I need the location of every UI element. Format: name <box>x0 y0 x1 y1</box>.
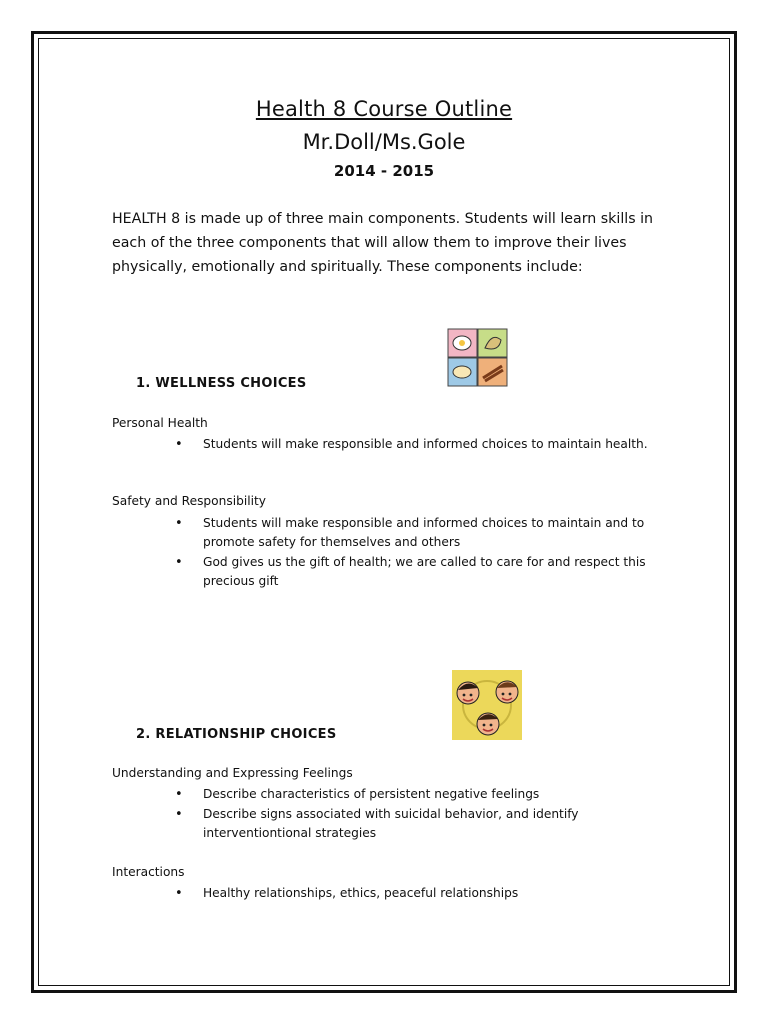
bullet-item: • God gives us the gift of health; we are called to care for and respect this precious gift <box>175 553 665 591</box>
bullet-list <box>175 514 665 592</box>
bullet-list <box>175 435 665 455</box>
bullet-item: • Students will make responsible and informed choices to maintain and to promote safety for themselves and others <box>175 514 665 552</box>
food-groups-icon <box>447 328 509 388</box>
section-heading-wellness: 1. WELLNESS CHOICES <box>136 376 307 391</box>
bullet-item: • Healthy relationships, ethics, peaceful relationships <box>175 884 665 903</box>
bullet-item: • Students will make responsible and informed choices to maintain health. <box>175 435 665 454</box>
document-title: Health 8 Course Outline <box>255 97 513 121</box>
bullet-item: • Describe characteristics of persistent negative feelings <box>175 785 665 804</box>
subsection-title: Personal Health <box>112 416 208 430</box>
subsection-title: Understanding and Expressing Feelings <box>112 766 353 780</box>
subsection-title: Interactions <box>112 865 185 879</box>
school-year: 2014 - 2015 <box>333 162 435 180</box>
bullet-list <box>175 785 665 844</box>
intro-paragraph: HEALTH 8 is made up of three main components. Students will learn skills in each of the three components that will allow them to improve their lives physically, emotionally and spiritually. These components include: <box>112 211 654 275</box>
bullet-list <box>175 884 665 904</box>
bullet-item: • Describe signs associated with suicidal behavior, and identify interventiontional strategies <box>175 805 665 843</box>
teacher-names: Mr.Doll/Ms.Gole <box>302 130 466 154</box>
section-heading-relationship: 2. RELATIONSHIP CHOICES <box>136 727 337 742</box>
subsection-title: Safety and Responsibility <box>112 494 266 508</box>
faces-group-icon <box>452 670 522 740</box>
